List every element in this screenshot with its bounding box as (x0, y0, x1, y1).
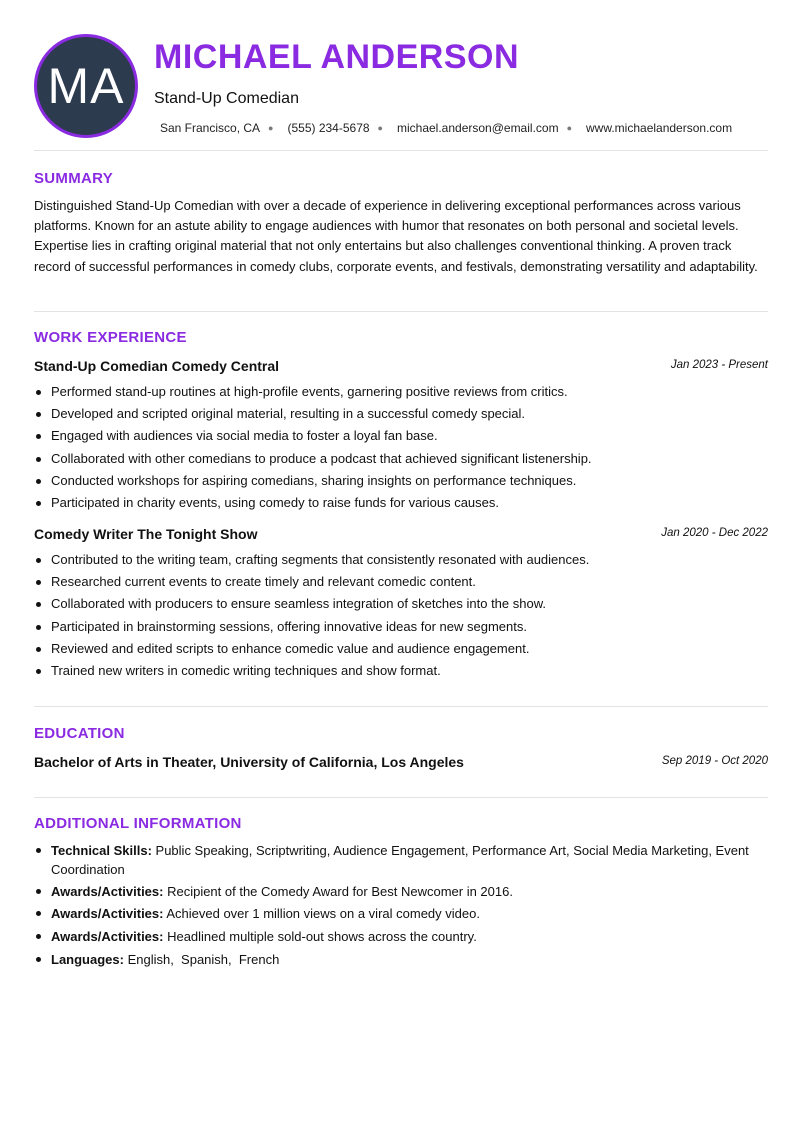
education-entry (34, 754, 768, 772)
education-heading: EDUCATION (34, 725, 125, 742)
list-item: Conducted workshops for aspiring comedians, sharing insights on performance techniques. (34, 470, 768, 492)
list-item: Trained new writers in comedic writing techniques and show format. (34, 660, 768, 682)
candidate-role: Stand-Up Comedian (154, 90, 299, 107)
item-text: Headlined multiple sold-out shows across the country. (163, 928, 477, 944)
job-title: Stand-Up Comedian Comedy Central (34, 358, 280, 374)
item-text: English, Spanish, French (123, 951, 280, 967)
list-item: Participated in brainstorming sessions, offering innovative ideas for new segments. (34, 616, 768, 638)
list-item: Reviewed and edited scripts to enhance comedic value and audience engagement. (34, 638, 768, 660)
item-label: Technical Skills: (51, 843, 152, 858)
divider (34, 797, 768, 798)
separator-dot-icon: ● (377, 123, 383, 133)
list-item: Performed stand-up routines at high-profile events, garnering positive reviews from critics. (34, 381, 768, 403)
divider (34, 706, 768, 707)
item-label: Languages: (51, 951, 124, 967)
separator-dot-icon: ● (268, 123, 274, 133)
job-title: Comedy Writer The Tonight Show (34, 526, 258, 542)
additional-information-heading: ADDITIONAL INFORMATION (34, 815, 242, 832)
item-text: Achieved over 1 million views on a viral comedy video. (163, 906, 480, 922)
item-text: Recipient of the Comedy Award for Best Newcomer in 2016. (163, 884, 513, 900)
job-header (34, 526, 768, 544)
list-item (34, 904, 768, 923)
contact-website[interactable]: www.michaelanderson.com (586, 121, 733, 135)
separator-dot-icon: ● (566, 123, 573, 133)
avatar: MA (34, 34, 138, 138)
list-item: Contributed to the writing team, crafting segments that consistently resonated with audiences. (34, 549, 768, 571)
item-label: Awards/Activities: (51, 928, 164, 944)
job-dates: Jan 2020 - Dec 2022 (661, 527, 768, 539)
list-item (34, 927, 768, 946)
contact-bar (160, 121, 732, 135)
list-item: Developed and scripted original material, resulting in a successful comedy special. (34, 403, 768, 425)
job-bullet-list (34, 549, 768, 682)
item-label: Awards/Activities: (51, 906, 164, 922)
education-degree: Bachelor of Arts in Theater, University of California, Los Angeles (34, 754, 464, 770)
list-item: Participated in charity events, using comedy to raise funds for various causes. (34, 492, 768, 514)
work-experience-heading: WORK EXPERIENCE (34, 329, 187, 346)
job-dates: Jan 2023 - Present (670, 359, 768, 371)
summary-text: Distinguished Stand-Up Comedian with over a decade of experience in delivering exceptional performances across various platforms. Known for an astute ability to engage audiences with humor that resonates on both personal and societal levels. Expertise lies in crafting original material that not only entertains but also challenges conventional thinking. A proven track record of successful performances in comedy clubs, corporate events, and festivals, demonstrating versatility and adaptability. (34, 198, 758, 274)
list-item: Collaborated with other comedians to produce a podcast that achieved significant listenership. (34, 448, 768, 470)
contact-email[interactable]: michael.anderson@email.com (396, 121, 559, 135)
list-item (34, 841, 768, 879)
education-dates: Sep 2019 - Oct 2020 (661, 755, 768, 767)
divider (34, 311, 768, 312)
job-header (34, 358, 768, 376)
divider (34, 150, 768, 151)
contact-location: San Francisco, CA (160, 121, 261, 135)
candidate-name: MICHAEL ANDERSON (154, 38, 520, 76)
list-item: Collaborated with producers to ensure seamless integration of sketches into the show. (34, 593, 768, 615)
list-item: Engaged with audiences via social media to foster a loyal fan base. (34, 425, 768, 447)
list-item (34, 882, 768, 901)
job-bullet-list (34, 381, 768, 514)
resume-header (34, 34, 768, 138)
item-text: Public Speaking, Scriptwriting, Audience Engagement, Performance Art, Social Media Marketing, Event Coordination (51, 843, 749, 877)
list-item (34, 950, 768, 969)
list-item: Researched current events to create timely and relevant comedic content. (34, 571, 768, 593)
summary-heading: SUMMARY (34, 170, 114, 187)
item-label: Awards/Activities: (51, 884, 164, 900)
additional-info-list (34, 841, 768, 972)
contact-phone[interactable]: (555) 234-5678 (287, 121, 370, 135)
